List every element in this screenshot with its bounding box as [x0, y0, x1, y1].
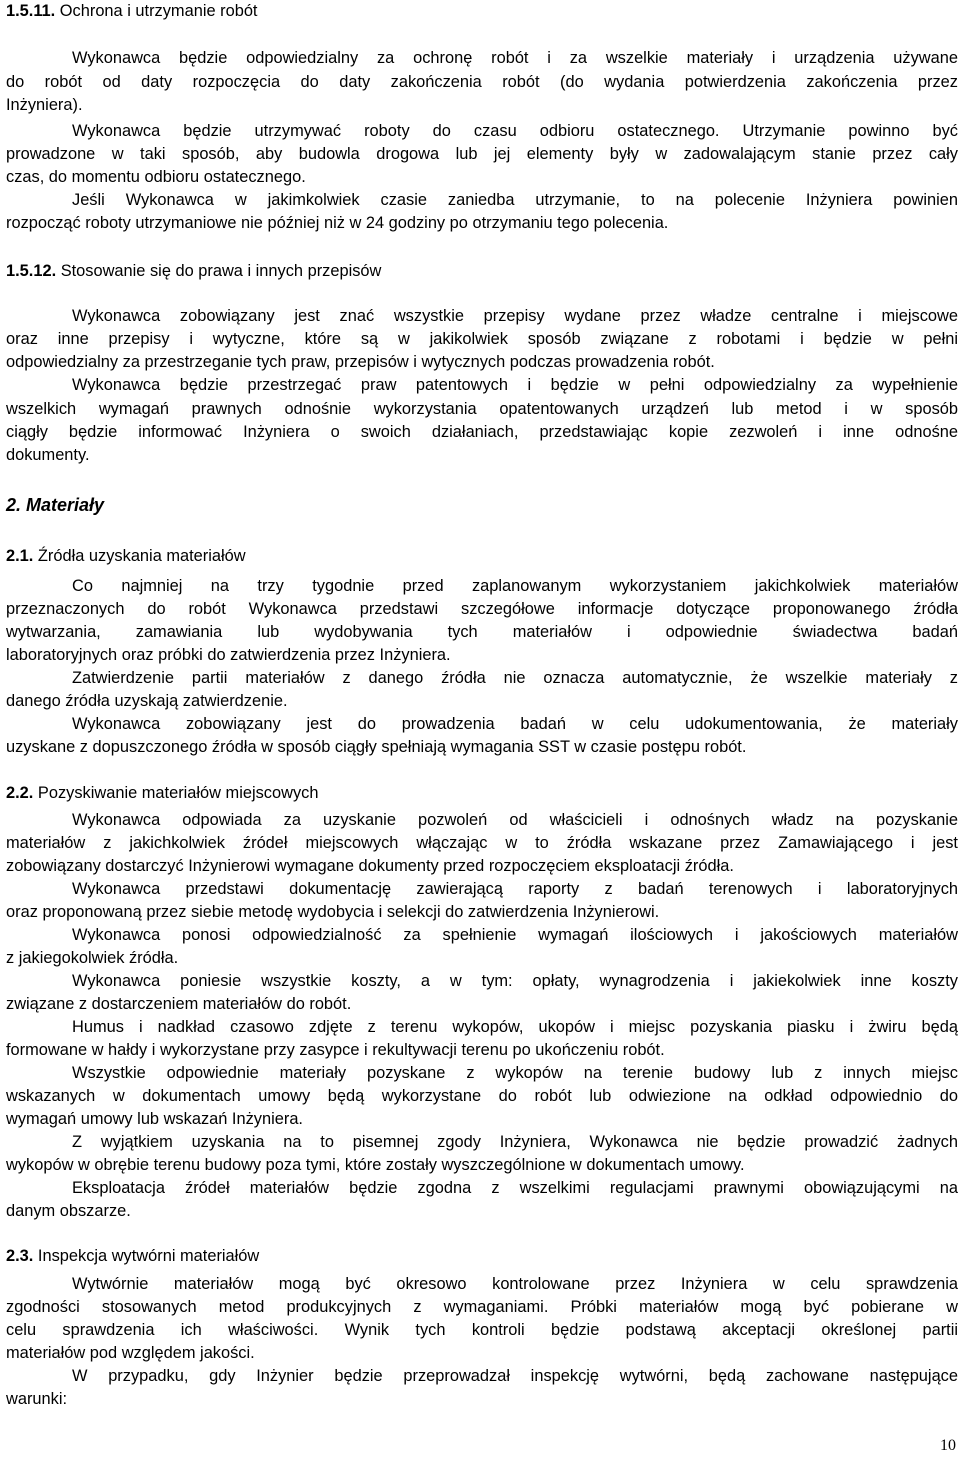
page-number: 10: [940, 1437, 956, 1454]
section-title: Stosowanie się do prawa i innych przepisów: [60, 262, 382, 280]
paragraph-line: Jeśli Wykonawca w jakimkolwiek czasie zaniedba utrzymanie, to na polecenie Inżyniera powinien: [72, 191, 958, 209]
paragraph-line: formowane w hałdy i wykorzystane przy zasypce i rekultywacji terenu po ukończeniu robót.: [6, 1041, 665, 1059]
paragraph-line: Wykonawca przedstawi dokumentację zawierającą raporty z badań terenowych i laboratoryjnych: [72, 880, 958, 898]
paragraph-line: materiałów z jakichkolwiek źródeł miejscowych włączając w to źródła wskazane przez Zamawiającego i jest: [6, 834, 958, 852]
paragraph-line: oraz proponowaną przez siebie metodę wydobycia i selekcji do zatwierdzenia Inżynierowi.: [6, 903, 660, 921]
section-title: Ochrona i utrzymanie robót: [59, 2, 258, 20]
section-title: Źródła uzyskania materiałów: [37, 547, 246, 565]
paragraph-line: Co najmniej na trzy tygodnie przed zaplanowanym wykorzystaniem jakichkolwiek materiałów: [72, 577, 958, 595]
section-heading-2-3: [6, 1245, 259, 1267]
paragraph-line: odpowiedzialny za przestrzeganie tych praw, przepisów i wytycznych podczas prowadzenia robót.: [6, 353, 715, 371]
paragraph-line: W przypadku, gdy Inżynier będzie przeprowadzał inspekcję wytwórni, będą zachowane następujące: [72, 1367, 958, 1385]
paragraph-line: Inżyniera).: [6, 96, 83, 114]
section-number: 1.5.11.: [6, 2, 56, 20]
paragraph-line: wymagań umowy lub wskazań Inżyniera.: [6, 1110, 303, 1128]
paragraph-line: z jakiegokolwiek źródła.: [6, 949, 179, 967]
paragraph-line: do robót od daty rozpoczęcia do daty zakończenia robót (do wydania potwierdzenia zakończenia przez: [6, 73, 958, 91]
paragraph-line: prowadzone w taki sposób, aby budowla drogowa lub jej elementy były w zadowalającym stanie przez cały: [6, 145, 958, 163]
section-heading-1-5-11: [6, 0, 258, 22]
paragraph-line: wszelkich wymagań prawnych odnośnie wykorzystania opatentowanych urządzeń lub metod i w sposób: [6, 400, 958, 418]
paragraph-line: Humus i nadkład czasowo zdjęte z terenu wykopów, ukopów i miejsc pozyskania piasku i żwiru będą: [72, 1018, 958, 1036]
section-number: 2.2.: [6, 784, 34, 802]
section-heading-1-5-12: [6, 260, 381, 282]
paragraph-line: Wszystkie odpowiednie materiały pozyskane z wykopów na terenie budowy lub z innych miejsc: [72, 1064, 958, 1082]
paragraph-line: wykopów w obrębie terenu budowy poza tymi, które zostały wyszczególnione w dokumentach umowy.: [6, 1156, 745, 1174]
paragraph-line: oraz inne przepisy i wytyczne, które są w jakikolwiek sposób związane z robotami i będzie w pełni: [6, 330, 958, 348]
paragraph-line: Z wyjątkiem uzyskania na to pisemnej zgody Inżyniera, Wykonawca nie będzie prowadzić żadnych: [72, 1133, 958, 1151]
paragraph-line: uzyskane z dopuszczonego źródła w sposób ciągły spełniają wymagania SST w czasie postępu robót.: [6, 738, 747, 756]
chapter-heading: 2. Materiały: [6, 495, 105, 515]
paragraph-line: Wykonawca zobowiązany jest do prowadzenia badań w celu udokumentowania, że materiały: [72, 715, 958, 733]
section-heading-2-1: [6, 545, 246, 567]
paragraph-line: czas, do momentu odbioru ostatecznego.: [6, 168, 306, 186]
paragraph-line: Wykonawca odpowiada za uzyskanie pozwoleń od właścicieli i odnośnych władz na pozyskanie: [72, 811, 958, 829]
paragraph-line: materiałów pod względem jakości.: [6, 1344, 255, 1362]
paragraph-line: Wykonawca będzie odpowiedzialny za ochronę robót i za wszelkie materiały i urządzenia używane: [72, 49, 958, 67]
paragraph-line: wytwarzania, zamawiania lub wydobywania tych materiałów i odpowiednie świadectwa badań: [6, 623, 958, 641]
paragraph-line: przeznaczonych do robót Wykonawca przedstawi szczegółowe informacje dotyczące proponowanego źródła: [6, 600, 958, 618]
paragraph-line: związane z dostarczeniem materiałów do robót.: [6, 995, 352, 1013]
paragraph-line: Zatwierdzenie partii materiałów z danego źródła nie oznacza automatycznie, że wszelkie materiały z: [72, 669, 958, 687]
paragraph-line: danym obszarze.: [6, 1202, 131, 1220]
paragraph-line: warunki:: [6, 1390, 68, 1408]
paragraph-line: danego źródła uzyskają zatwierdzenie.: [6, 692, 288, 710]
section-number: 2.1.: [6, 547, 34, 565]
paragraph-line: Wykonawca będzie utrzymywać roboty do czasu odbioru ostatecznego. Utrzymanie powinno być: [72, 122, 958, 140]
paragraph-line: Wytwórnie materiałów mogą być okresowo kontrolowane przez Inżyniera w celu sprawdzenia: [72, 1275, 958, 1293]
paragraph-line: Eksploatacja źródeł materiałów będzie zgodna z wszelkimi regulacjami prawnymi obowiązującymi na: [72, 1179, 958, 1197]
section-number: 2.3.: [6, 1247, 34, 1265]
section-heading-2-2: [6, 782, 318, 804]
paragraph-line: Wykonawca będzie przestrzegać praw patentowych i będzie w pełni odpowiedzialny za wypełnienie: [72, 376, 958, 394]
paragraph-line: dokumenty.: [6, 446, 90, 464]
paragraph-line: wskazanych w dokumentach umowy będą wykorzystane do robót lub odwiezione na odkład odpowiednio do: [6, 1087, 958, 1105]
paragraph-line: ciągły będzie informować Inżyniera o swoich działaniach, przedstawiając kopie zezwoleń i inne odnośne: [6, 423, 958, 441]
paragraph-line: Wykonawca ponosi odpowiedzialność za spełnienie wymagań ilościowych i jakościowych materiałów: [72, 926, 958, 944]
section-title: Pozyskiwanie materiałów miejscowych: [37, 784, 319, 802]
section-number: 1.5.12.: [6, 262, 57, 280]
section-title: Inspekcja wytwórni materiałów: [37, 1247, 260, 1265]
paragraph-line: celu sprawdzenia ich właściwości. Wynik tych kontroli będzie podstawą akceptacji określonej partii: [6, 1321, 958, 1339]
paragraph-line: Wykonawca poniesie wszystkie koszty, a w tym: opłaty, wynagrodzenia i jakiekolwiek inne koszty: [72, 972, 958, 990]
paragraph-line: rozpocząć roboty utrzymaniowe nie później niż w 24 godziny po otrzymaniu tego polecenia.: [6, 214, 669, 232]
paragraph-line: Wykonawca zobowiązany jest znać wszystkie przepisy wydane przez władze centralne i miejscowe: [72, 307, 958, 325]
paragraph-line: zobowiązany dostarczyć Inżynierowi wymagane dokumenty przed rozpoczęciem eksploatacji źródła.: [6, 857, 734, 875]
paragraph-line: zgodności stosowanych metod produkcyjnych z wymaganiami. Próbki materiałów mogą być pobierane w: [6, 1298, 958, 1316]
paragraph-line: laboratoryjnych oraz próbki do zatwierdzenia przez Inżyniera.: [6, 646, 451, 664]
